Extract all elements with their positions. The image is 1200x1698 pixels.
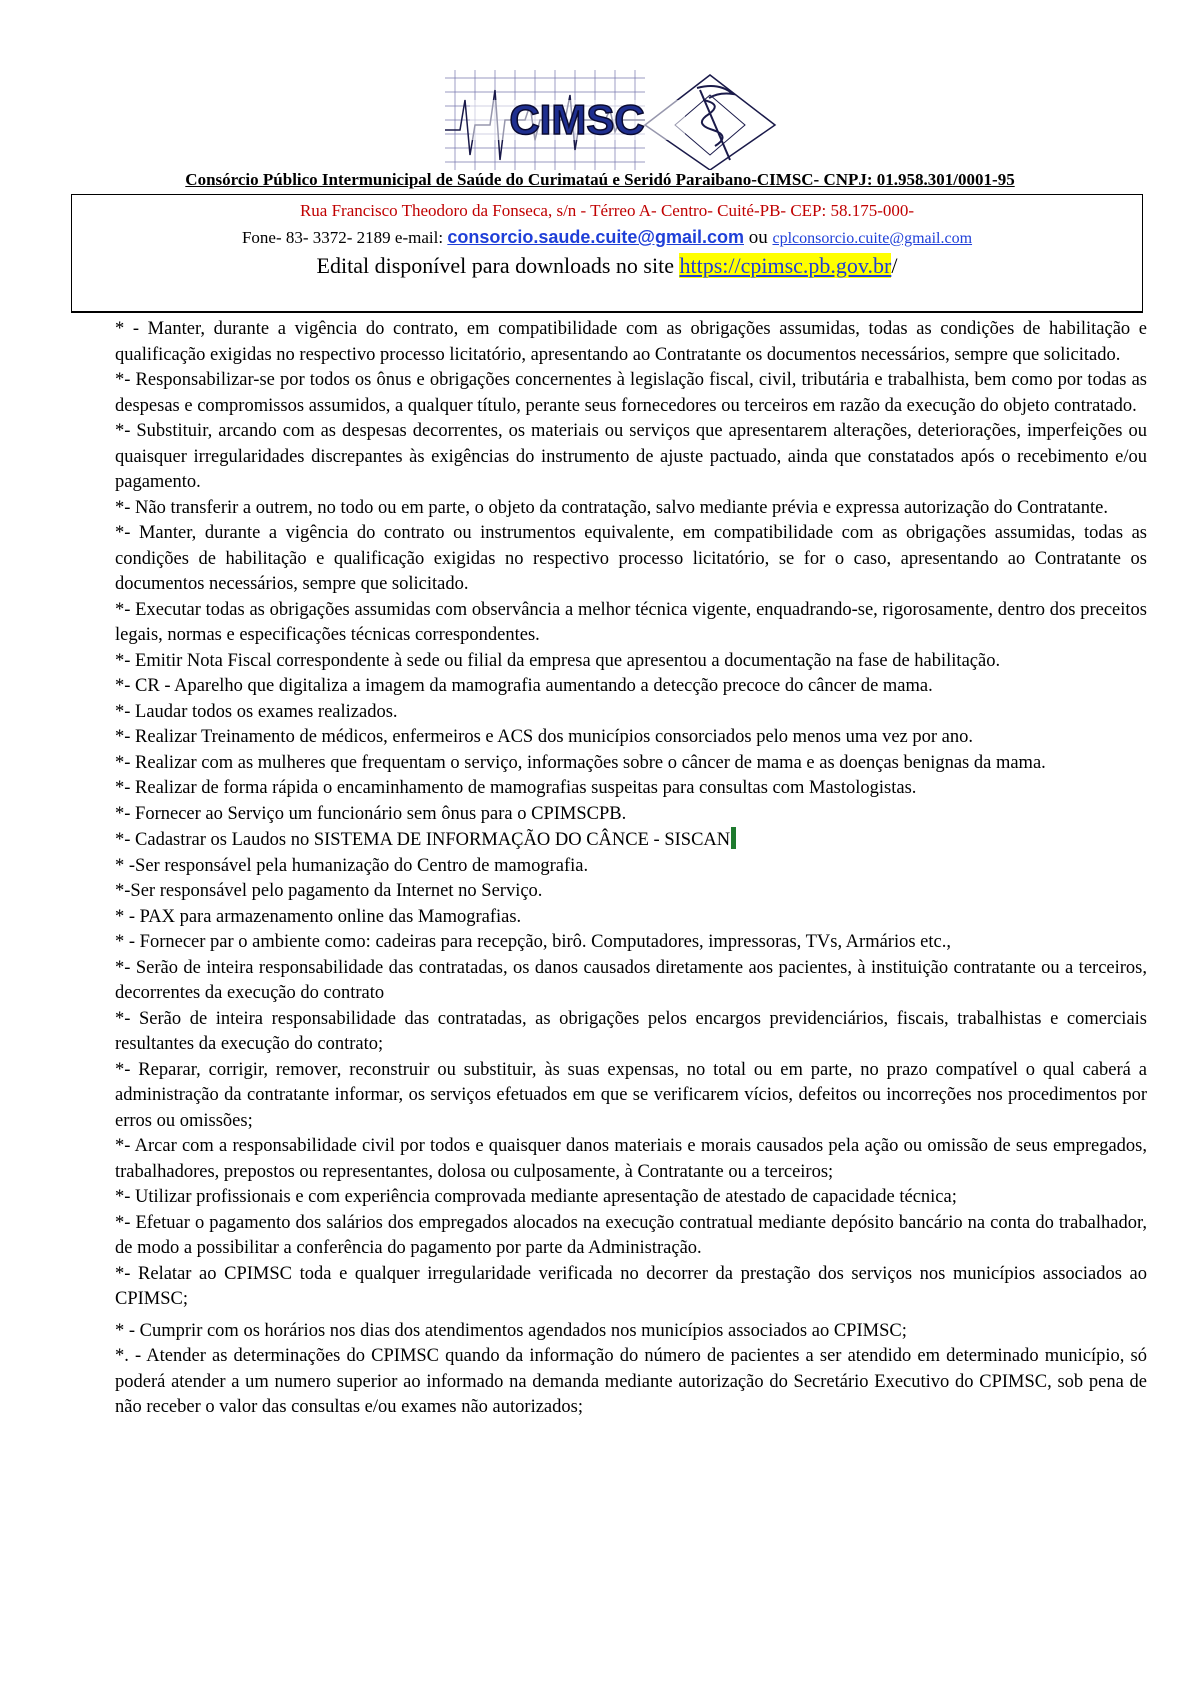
paragraph-with-cursor [115,827,1147,854]
paragraph: *- Emitir Nota Fiscal correspondente à sede ou filial da empresa que apresentou a documentação na fase de habilitação. [115,650,1001,671]
paragraph: *- CR - Aparelho que digitaliza a imagem da mamografia aumentando a detecção precoce do câncer de mama. [115,676,933,696]
edital-line [72,253,1142,279]
paragraph: * - Manter, durante a vigência do contrato, em compatibilidade com as obrigações assumidas, todas as condições de habilitação e qualificação exigidas no respectivo processo licitatório, apresentando ao Contratante os documentos necessários, sempre que solicitado. [115,319,1147,365]
site-link[interactable]: https://cpimsc.pb.gov.br [679,253,892,278]
paragraph: *- Realizar Treinamento de médicos, enfermeiros e ACS dos municípios consorciados pelo menos uma vez por ano. [115,727,974,747]
paragraph: *- Relatar ao CPIMSC toda e qualquer irregularidade verificada no decorrer da prestação dos serviços nos municípios associados ao CPIMSC; [115,1263,1147,1309]
paragraph: *- Reparar, corrigir, remover, reconstruir ou substituir, às suas expensas, no total ou em parte, no prazo compatível o qual caberá a administração da contratante informar, os serviços efetuados em que se verificarem vícios, defeitos ou incorreções nos procedimentos por erros ou omissões; [115,1059,1147,1131]
paragraph: *- Substituir, arcando com as despesas decorrentes, os materiais ou serviços que apresentarem alterações, deteriorações, imperfeições ou quaisquer irregularidades discrepantes às exigências do instrumento de ajuste pactuado, ainda que constatados após o recebimento e/ou pagamento. [115,421,1147,492]
header-contact-box [71,194,1143,313]
paragraph: * - PAX para armazenamento online das Mamografias. [115,906,522,927]
paragraph: *- Efetuar o pagamento dos salários dos empregados alocados na execução contratual mediante depósito bancário na conta do trabalhador, de modo a possibilitar a conferência do pagamento por parte da Administração. [115,1212,1147,1258]
edital-suffix: / [891,253,898,278]
paragraph: *- Executar todas as obrigações assumidas com observância a melhor técnica vigente, enquadrando-se, rigorosamente, dentro dos preceitos legais, normas e especificações técnicas correspondentes. [115,599,1147,645]
paragraph: *. - Atender as determinações do CPIMSC quando da informação do número de pacientes a ser atendido em determinado município, só poderá atender a um numero superior ao informado na demanda mediante autorização do Secretário Executivo do CPIMSC, sob pena de não receber o valor das consultas e/ou exames não autorizados; [115,1346,1147,1417]
paragraph: * - Fornecer par o ambiente como: cadeiras para recepção, birô. Computadores, impressoras, TVs, Armários etc., [115,932,951,952]
obligations-list [115,317,1147,1421]
paragraph: *- Serão de inteira responsabilidade das contratadas, as obrigações pelos encargos previdenciários, fiscais, trabalhistas e comerciais resultantes da execução do contrato; [115,1008,1147,1054]
paragraph-text: *- Cadastrar os Laudos no SISTEMA DE INFORMAÇÃO DO CÂNCE - SISCAN [115,830,731,850]
email-link-secondary[interactable]: cplconsorcio.cuite@gmail.com [772,230,973,247]
phone-text: Fone- 83- 3372- 2189 e-mail: [241,228,448,247]
paragraph: *- Laudar todos os exames realizados. [115,701,398,722]
paragraph: *- Serão de inteira responsabilidade das contratadas, os danos causados diretamente aos pacientes, à instituição contratante ou a terceiros, decorrentes da execução do contrato [115,957,1147,1003]
paragraph: *- Não transferir a outrem, no todo ou em parte, o objeto da contratação, salvo mediante prévia e expressa autorização do Contratante. [115,497,1108,518]
paragraph: *- Arcar com a responsabilidade civil por todos e quaisquer danos materiais e morais causados pela ação ou omissão de seus empregados, trabalhadores, prepostos ou representantes, dolosa ou culposamente, à Contratante ou a terceiros; [115,1136,1147,1182]
text-cursor [731,827,736,849]
logo-text: CIMSC [509,96,645,143]
email-link-primary[interactable]: consorcio.saude.cuite@gmail.com [447,227,744,247]
paragraph: *-Ser responsável pelo pagamento da Internet no Serviço. [115,881,543,901]
contact-line [72,227,1142,249]
paragraph: *- Realizar de forma rápida o encaminhamento de mamografias suspeitas para consultas com Mastologistas. [115,778,917,798]
cimsc-logo [445,70,815,170]
paragraph: *- Manter, durante a vigência do contrato ou instrumentos equivalente, em compatibilidade com as obrigações assumidas, todas as condições de habilitação e qualificação exigidas no respectivo processo licitatório, se for o caso, apresentando ao Contratante os documentos necessários, sempre que solicitado. [115,523,1147,594]
email-separator: ou [743,227,773,248]
paragraph: *- Responsabilizar-se por todos os ônus e obrigações concernentes à legislação fiscal, civil, tributária e trabalhista, bem como por todas as despesas e compromissos assumidos, a qualquer título, perante seus fornecedores ou terceiros em razão da execução do objeto contratado. [115,370,1147,416]
edital-text: Edital disponível para downloads no site [316,253,680,278]
paragraph: *- Fornecer ao Serviço um funcionário sem ônus para o CPIMSCPB. [115,803,627,824]
paragraph: *- Realizar com as mulheres que frequentam o serviço, informações sobre o câncer de mama e as doenças benignas da mama. [115,752,1046,773]
organization-title: Consórcio Público Intermunicipal de Saúde do Curimataú e Seridó Paraibano-CIMSC- CNPJ: 01.958.301/0001-95 [185,170,1015,189]
address-line: Rua Francisco Theodoro da Fonseca, s/n - Térreo A- Centro- Cuité-PB- CEP: 58.175-000- [299,201,915,220]
paragraph: *- Utilizar profissionais e com experiência comprovada mediante apresentação de atestado de capacidade técnica; [115,1187,957,1207]
paragraph: * - Cumprir com os horários nos dias dos atendimentos agendados nos municípios associados ao CPIMSC; [115,1320,907,1341]
paragraph: * -Ser responsável pela humanização do Centro de mamografia. [115,855,589,876]
